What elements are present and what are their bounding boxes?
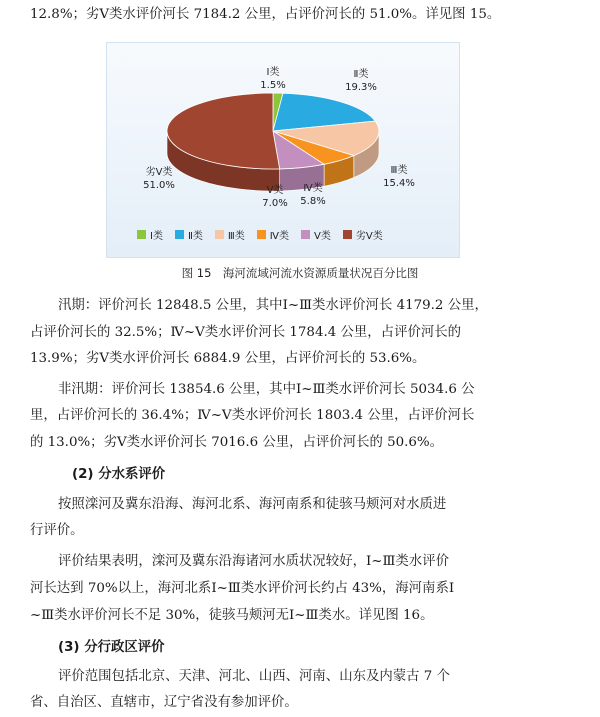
paragraph-admin-line-1: 评价范围包括北京、天津、河北、山西、河南、山东及内蒙古 7 个 xyxy=(58,669,450,684)
legend-label-1: Ⅱ类 xyxy=(187,230,203,242)
legend-label-2: Ⅲ类 xyxy=(227,230,245,242)
legend-swatch-5 xyxy=(343,230,352,239)
paragraph-flood-line-1: 汛期：评价河长 12848.5 公里，其中Ⅰ~Ⅲ类水评价河长 4179.2 公里， xyxy=(58,298,488,313)
paragraph-system-line-1: 按照滦河及冀东沿海、海河北系、海河南系和徒骇马颊河对水质进 xyxy=(58,497,447,512)
pie-category-label-3: Ⅳ类 xyxy=(303,183,323,194)
paragraph-nonflood-line-1: 非汛期：评价河长 13854.6 公里，其中Ⅰ~Ⅲ类水评价河长 5034.6 公 xyxy=(58,382,475,397)
paragraph-result-line-3: ~Ⅲ类水评价河长不足 30%，徒骇马颊河无Ⅰ~Ⅲ类水。详见图 16。 xyxy=(30,608,434,623)
pie-value-label-4: 7.0% xyxy=(262,198,288,209)
pie-value-label-0: 1.5% xyxy=(260,80,286,91)
chart-legend xyxy=(137,227,437,241)
legend-item-3 xyxy=(257,227,289,242)
figure-caption: 图 15 海河流域河流水资源质量状况百分比图 xyxy=(181,266,419,280)
legend-label-0: Ⅰ类 xyxy=(150,230,163,242)
pie-value-label-3: 5.8% xyxy=(300,196,326,207)
legend-item-2 xyxy=(215,227,245,242)
pie-category-label-5: 劣Ⅴ类 xyxy=(145,167,173,178)
pie-value-label-1: 19.3% xyxy=(345,82,377,93)
paragraph-system-line-2: 行评价。 xyxy=(30,523,84,538)
paragraph-nonflood-line-3: 的 13.0%；劣Ⅴ类水评价河长 7016.6 公里，占评价河长的 50.6%。 xyxy=(30,435,444,450)
legend-swatch-0 xyxy=(137,230,146,239)
legend-item-5 xyxy=(343,227,383,242)
paragraph-flood-line-3: 13.9%；劣Ⅴ类水评价河长 6884.9 公里，占评价河长的 53.6%。 xyxy=(30,351,426,366)
legend-swatch-2 xyxy=(215,230,224,239)
legend-item-4 xyxy=(301,227,331,242)
paragraph-nonflood-line-2: 里，占评价河长的 36.4%；Ⅳ~Ⅴ类水评价河长 1803.4 公里，占评价河长 xyxy=(30,408,475,423)
legend-swatch-4 xyxy=(301,230,310,239)
legend-item-1 xyxy=(175,227,203,242)
section-heading-3: (3) 分行政区评价 xyxy=(58,640,165,655)
legend-swatch-1 xyxy=(175,230,184,239)
paragraph-flood-line-2: 占评价河长的 32.5%；Ⅳ~Ⅴ类水评价河长 1784.4 公里，占评价河长的 xyxy=(30,325,462,340)
pie-chart-svg xyxy=(107,43,459,257)
legend-item-0 xyxy=(137,227,163,242)
pie-category-label-0: Ⅰ类 xyxy=(266,67,280,78)
legend-label-5: 劣Ⅴ类 xyxy=(355,230,383,242)
legend-swatch-3 xyxy=(257,230,266,239)
text-line-top: 12.8%；劣Ⅴ类水评价河长 7184.2 公里，占评价河长的 51.0%。详见图 15。 xyxy=(30,7,501,22)
pie-value-label-5: 51.0% xyxy=(143,180,175,191)
paragraph-admin-line-2: 省、自治区、直辖市，辽宁省没有参加评价。 xyxy=(30,695,298,710)
section-heading-2: (2) 分水系评价 xyxy=(72,467,166,482)
pie-category-label-1: Ⅱ类 xyxy=(353,69,369,80)
paragraph-result-line-1: 评价结果表明，滦河及冀东沿海诸河水质状况较好，Ⅰ~Ⅲ类水评价 xyxy=(58,554,449,569)
pie-category-label-4: Ⅴ类 xyxy=(266,185,284,196)
pie-value-label-2: 15.4% xyxy=(383,178,415,189)
pie-category-label-2: Ⅲ类 xyxy=(390,165,408,176)
legend-label-4: Ⅴ类 xyxy=(314,230,331,242)
legend-label-3: Ⅳ类 xyxy=(269,230,290,242)
paragraph-result-line-2: 河长达到 70%以上，海河北系Ⅰ~Ⅲ类水评价河长约占 43%，海河南系Ⅰ xyxy=(30,581,455,596)
pie-chart xyxy=(106,42,460,258)
